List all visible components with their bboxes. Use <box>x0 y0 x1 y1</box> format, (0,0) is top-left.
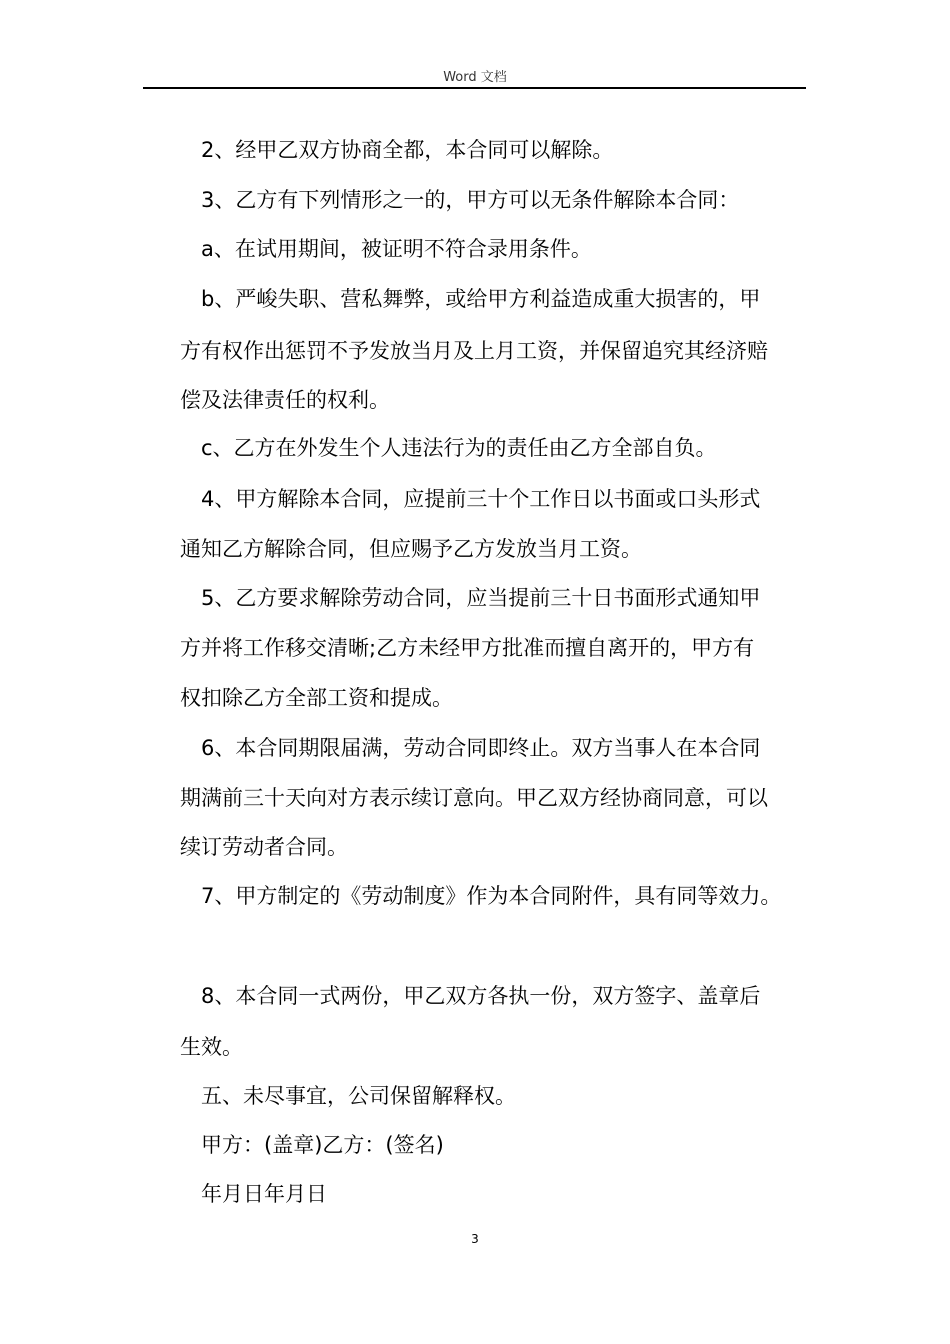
header-title: Word 文档 <box>443 70 507 85</box>
paragraph-line: 期满前三十天向对方表示续订意向。甲乙双方经协商同意，可以 <box>180 786 768 810</box>
paragraph-line: 5、乙方要求解除劳动合同，应当提前三十日书面形式通知甲 <box>201 586 761 610</box>
paragraph-line: 3、乙方有下列情形之一的，甲方可以无条件解除本合同： <box>201 188 740 212</box>
signature-line: 甲方：(盖章)乙方：(签名) <box>201 1133 444 1157</box>
paragraph-line: 五、未尽事宜，公司保留解释权。 <box>201 1084 516 1108</box>
paragraph-line: 权扣除乙方全部工资和提成。 <box>180 686 453 710</box>
paragraph-line: 方并将工作移交清晰;乙方未经甲方批准而擅自离开的，甲方有 <box>180 636 755 660</box>
paragraph-line: 4、甲方解除本合同，应提前三十个工作日以书面或口头形式 <box>201 487 761 511</box>
paragraph-line: 2、经甲乙双方协商全都，本合同可以解除。 <box>201 138 614 162</box>
page-number: 3 <box>471 1232 479 1246</box>
paragraph-line: 6、本合同期限届满，劳动合同即终止。双方当事人在本合同 <box>201 736 761 760</box>
header-divider <box>143 87 806 89</box>
paragraph-line: 8、本合同一式两份，甲乙双方各执一份，双方签字、盖章后 <box>201 984 761 1008</box>
paragraph-line: 生效。 <box>180 1035 243 1059</box>
paragraph-line: a、在试用期间，被证明不符合录用条件。 <box>201 237 592 261</box>
paragraph-line: 通知乙方解除合同，但应赐予乙方发放当月工资。 <box>180 537 642 561</box>
paragraph-line: 偿及法律责任的权利。 <box>180 388 390 412</box>
paragraph-line: 7、甲方制定的《劳动制度》作为本合同附件，具有同等效力。 <box>201 884 782 908</box>
paragraph-line: 续订劳动者合同。 <box>180 835 348 859</box>
paragraph-line: c、乙方在外发生个人违法行为的责任由乙方全部自负。 <box>201 436 717 460</box>
paragraph-line: b、严峻失职、营私舞弊，或给甲方利益造成重大损害的，甲 <box>201 287 761 311</box>
paragraph-line: 方有权作出惩罚不予发放当月及上月工资，并保留追究其经济赔 <box>180 339 768 363</box>
date-line: 年月日年月日 <box>201 1182 327 1206</box>
